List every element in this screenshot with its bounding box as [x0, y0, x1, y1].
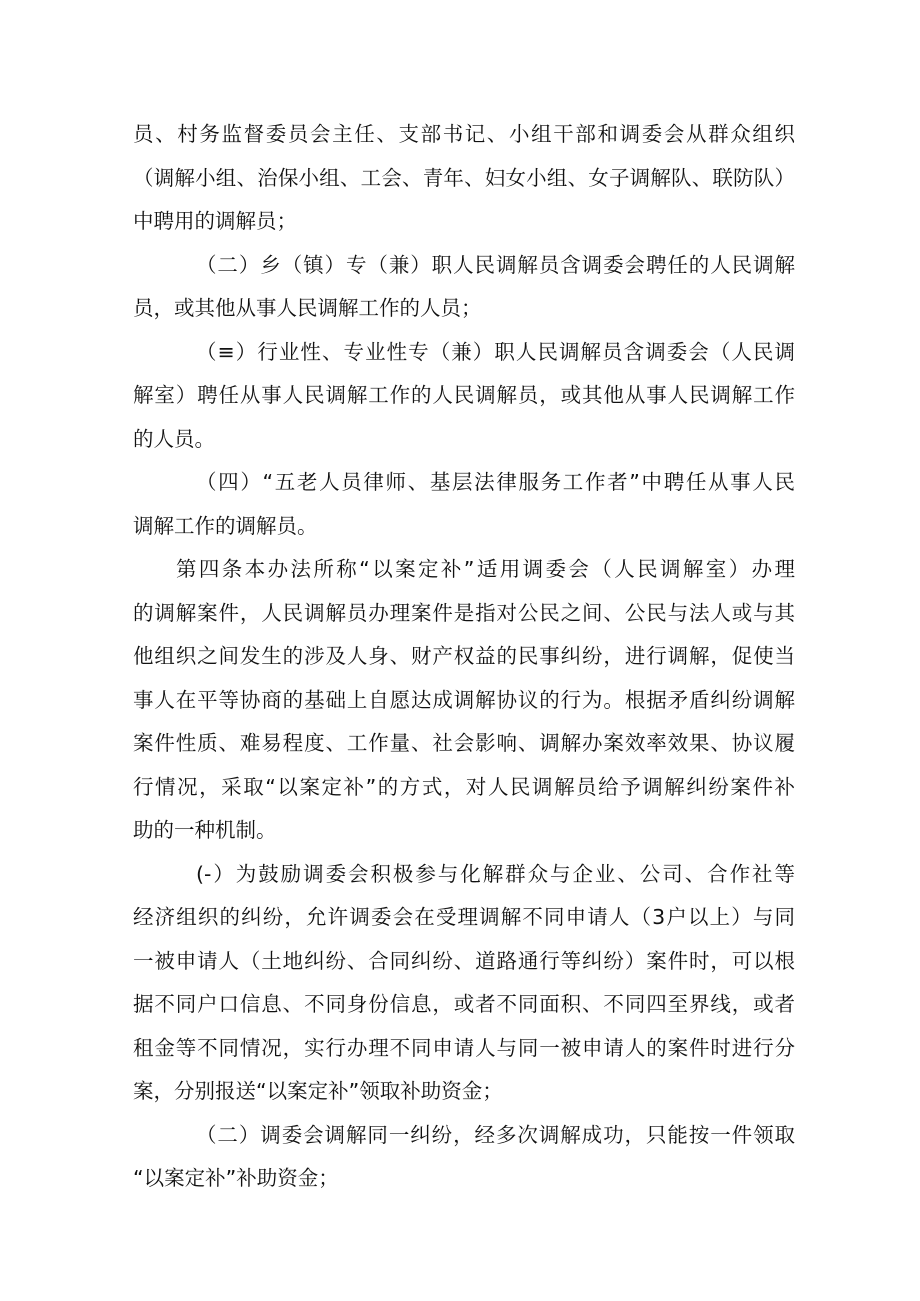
text-line: （调解小组、治保小组、工会、青年、妇女小组、女子调解队、联防队） [133, 165, 795, 190]
text-line: 经济组织的纠纷，允许调委会在受理调解不同申请人（3户以上）与同 [133, 905, 795, 929]
paragraph [133, 113, 795, 244]
paragraph [133, 461, 795, 548]
text-line: (-）为鼓励调委会积极参与化解群众与企业、公司、合作社等 [196, 861, 795, 886]
text-line: 助的一种机制。 [133, 818, 277, 842]
text-line: 员，或其他从事人民调解工作的人员； [133, 296, 482, 320]
text-line: （四）“五老人员律师、基层法律服务工作者”中聘任从事人民 [196, 470, 795, 494]
paragraph [133, 244, 795, 331]
text-line: 中聘用的调解员； [133, 209, 297, 233]
text-line: 解室）聘任从事人民调解工作的人民调解员，或其他从事人民调解工作 [133, 383, 795, 407]
text-line: “以案定补”补助资金； [133, 1166, 339, 1190]
paragraph [133, 1114, 795, 1201]
document-body [133, 113, 795, 1201]
text-line: 据不同户口信息、不同身份信息，或者不同面积、不同四至界线，或者 [133, 992, 795, 1016]
text-line: 调解工作的调解员。 [133, 513, 318, 538]
text-line: （≡）行业性、专业性专（兼）职人民调解员含调委会（人民调 [196, 339, 795, 364]
text-line: （二）乡（镇）专（兼）职人民调解员含调委会聘任的人民调解 [196, 252, 795, 277]
text-line: 他组织之间发生的涉及人身、财产权益的民事纠纷，进行调解，促使当 [133, 644, 795, 668]
text-line: 租金等不同情况，实行办理不同申请人与同一被申请人的案件时进行分 [133, 1035, 795, 1060]
paragraph [133, 853, 795, 1114]
text-line: 第四条本办法所称“以案定补”适用调委会（人民调解室）办理 [176, 557, 795, 581]
text-line: 事人在平等协商的基础上自愿达成调解协议的行为。根据矛盾纠纷调解 [133, 687, 795, 712]
text-line: 行情况，采取“以案定补”的方式，对人民调解员给予调解纠纷案件补 [133, 774, 795, 799]
text-line: 的人员。 [133, 426, 215, 451]
paragraph [133, 331, 795, 462]
text-line: 员、村务监督委员会主任、支部书记、小组干部和调委会从群众组织 [133, 122, 795, 146]
text-line: 案，分别报送“以案定补”领取补助资金； [133, 1079, 503, 1103]
text-line: 一被申请人（土地纠纷、合同纠纷、道路通行等纠纷）案件时，可以根 [133, 948, 795, 973]
text-line: 案件性质、难易程度、工作量、社会影响、调解办案效率效果、协议履 [133, 731, 795, 755]
text-line: （二）调委会调解同一纠纷，经多次调解成功，只能按一件领取 [196, 1122, 795, 1147]
text-line: 的调解案件，人民调解员办理案件是指对公民之间、公民与法人或与其 [133, 600, 795, 625]
paragraph [133, 548, 795, 853]
